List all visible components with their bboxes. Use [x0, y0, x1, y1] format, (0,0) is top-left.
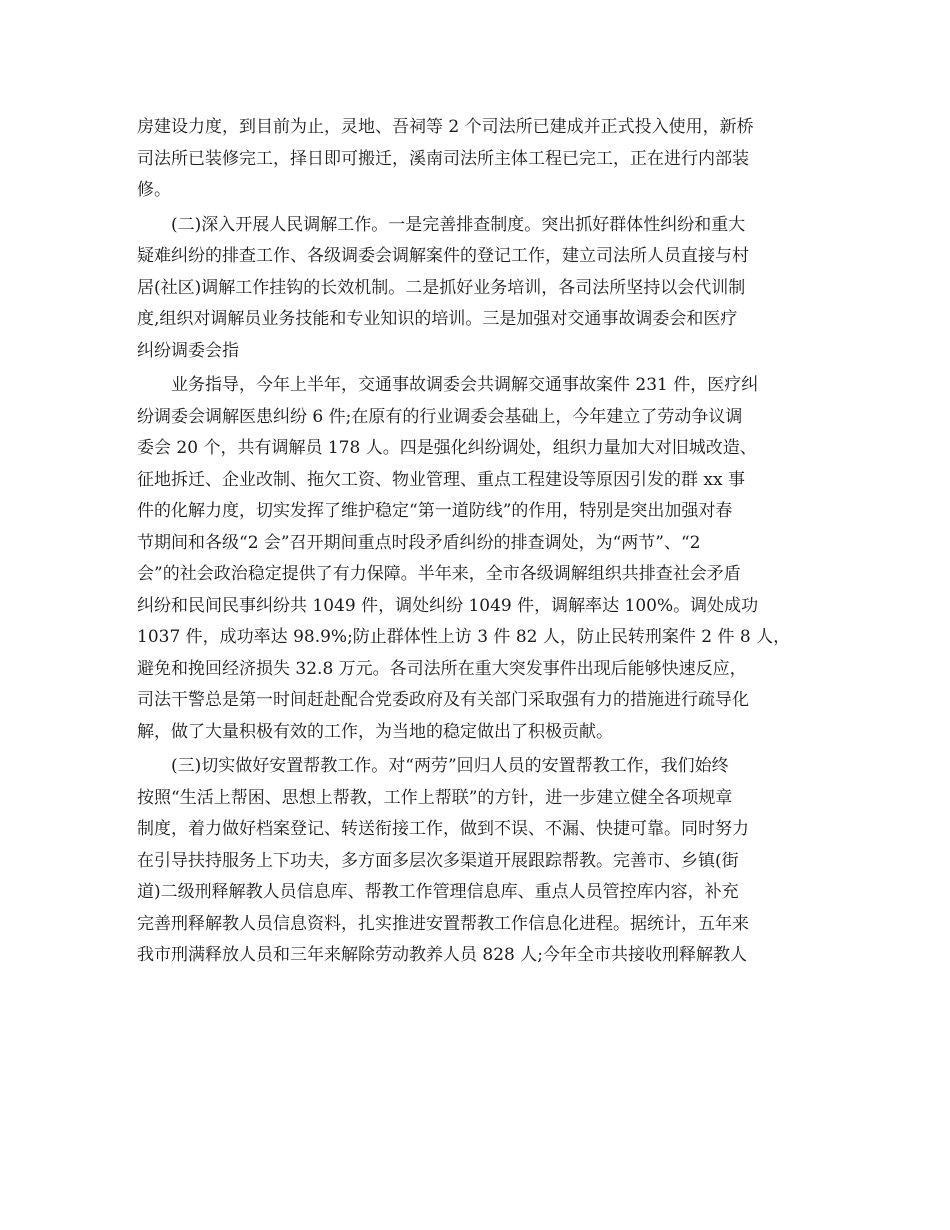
text-line: 1037 件，成功率达 98.9%;防止群体性上访 3 件 82 人，防止民转刑案件 2 件 8 人， [137, 627, 791, 647]
text-line: 会”的社会政治稳定提供了有力保障。半年来，全市各级调解组织共排查社会矛盾 [137, 564, 741, 584]
text-line: 纠纷调委会指 [137, 340, 239, 361]
text-line: 道)二级刑释解教人员信息库、帮教工作管理信息库、重点人员管控库内容，补充 [137, 882, 739, 902]
text-line: 房建设力度，到目前为止，灵地、吾祠等 2 个司法所已建成并正式投入使用，新桥 [137, 117, 754, 137]
text-line: 完善刑释解教人员信息资料，扎实推进安置帮教工作信息化进程。据统计，五年来 [137, 913, 749, 934]
text-line: (三)切实做好安置帮教工作。对“两劳”回归人员的安置帮教工作，我们始终 [171, 756, 729, 776]
text-line: 纷调委会调解医患纠纷 6 件;在原有的行业调委会基础上，今年建立了劳动争议调 [137, 406, 743, 427]
text-line: 疑难纠纷的排查工作、各级调委会调解案件的登记工作，建立司法所人员直接与村 [137, 246, 749, 266]
text-line: 在引导扶持服务上下功夫，多方面多层次多渠道开展跟踪帮教。完善市、乡镇(街 [137, 850, 739, 871]
text-line: 征地拆迁、企业改制、拖欠工资、物业管理、重点工程建设等原因引发的群 xx 事 [137, 469, 745, 490]
text-line: 件的化解力度，切实发挥了维护稳定“第一道防线”的作用，特别是突出加强对春 [137, 501, 733, 521]
text-line: 修。 [137, 180, 171, 200]
text-line: 委会 20 个，共有调解员 178 人。四是强化纠纷调处，组织力量加大对旧城改造、 [137, 438, 757, 458]
text-line: 制度，着力做好档案登记、转送衔接工作，做到不误、不漏、快捷可靠。同时努力 [137, 819, 749, 839]
paragraph-1 [137, 112, 813, 207]
text-line: 我市刑满释放人员和三年来解除劳动教养人员 828 人;今年全市共接收刑释解教人 [137, 945, 747, 965]
text-line: 避免和挽回经济损失 32.8 万元。各司法所在重大突发事件出现后能够快速反应， [137, 658, 747, 679]
document-body [137, 112, 813, 972]
text-line: 司法所已装修完工，择日即可搬迁，溪南司法所主体工程已完工，正在进行内部装 [137, 148, 749, 169]
text-line: 解，做了大量积极有效的工作，为当地的稳定做出了积极贡献。 [137, 721, 613, 742]
text-line: 居(社区)调解工作挂钩的长效机制。二是抓好业务培训，各司法所坚持以会代训制 [137, 277, 746, 298]
paragraph-4 [137, 751, 813, 972]
text-line: 司法干警总是第一时间赶赴配合党委政府及有关部门采取强有力的措施进行疏导化 [137, 690, 749, 710]
paragraph-2 [137, 210, 813, 368]
text-line: 业务指导，今年上半年，交通事故调委会共调解交通事故案件 231 件，医疗纠 [171, 375, 759, 395]
text-line: 节期间和各级“2 会”召开期间重点时段矛盾纠纷的排查调处，为“两节”、“2 [137, 532, 701, 553]
text-line: (二)深入开展人民调解工作。一是完善排查制度。突出抓好群体性纠纷和重大 [171, 214, 746, 235]
paragraph-3 [137, 370, 813, 748]
text-line: 纠纷和民间民事纠纷共 1049 件，调处纠纷 1049 件，调解率达 100%。调处成功 [137, 595, 759, 616]
text-line: 度,组织对调解员业务技能和专业知识的培训。三是加强对交通事故调委会和医疗 [137, 309, 738, 329]
text-line: 按照“生活上帮困、思想上帮教，工作上帮联”的方针，进一步建立健全各项规章 [137, 787, 733, 808]
